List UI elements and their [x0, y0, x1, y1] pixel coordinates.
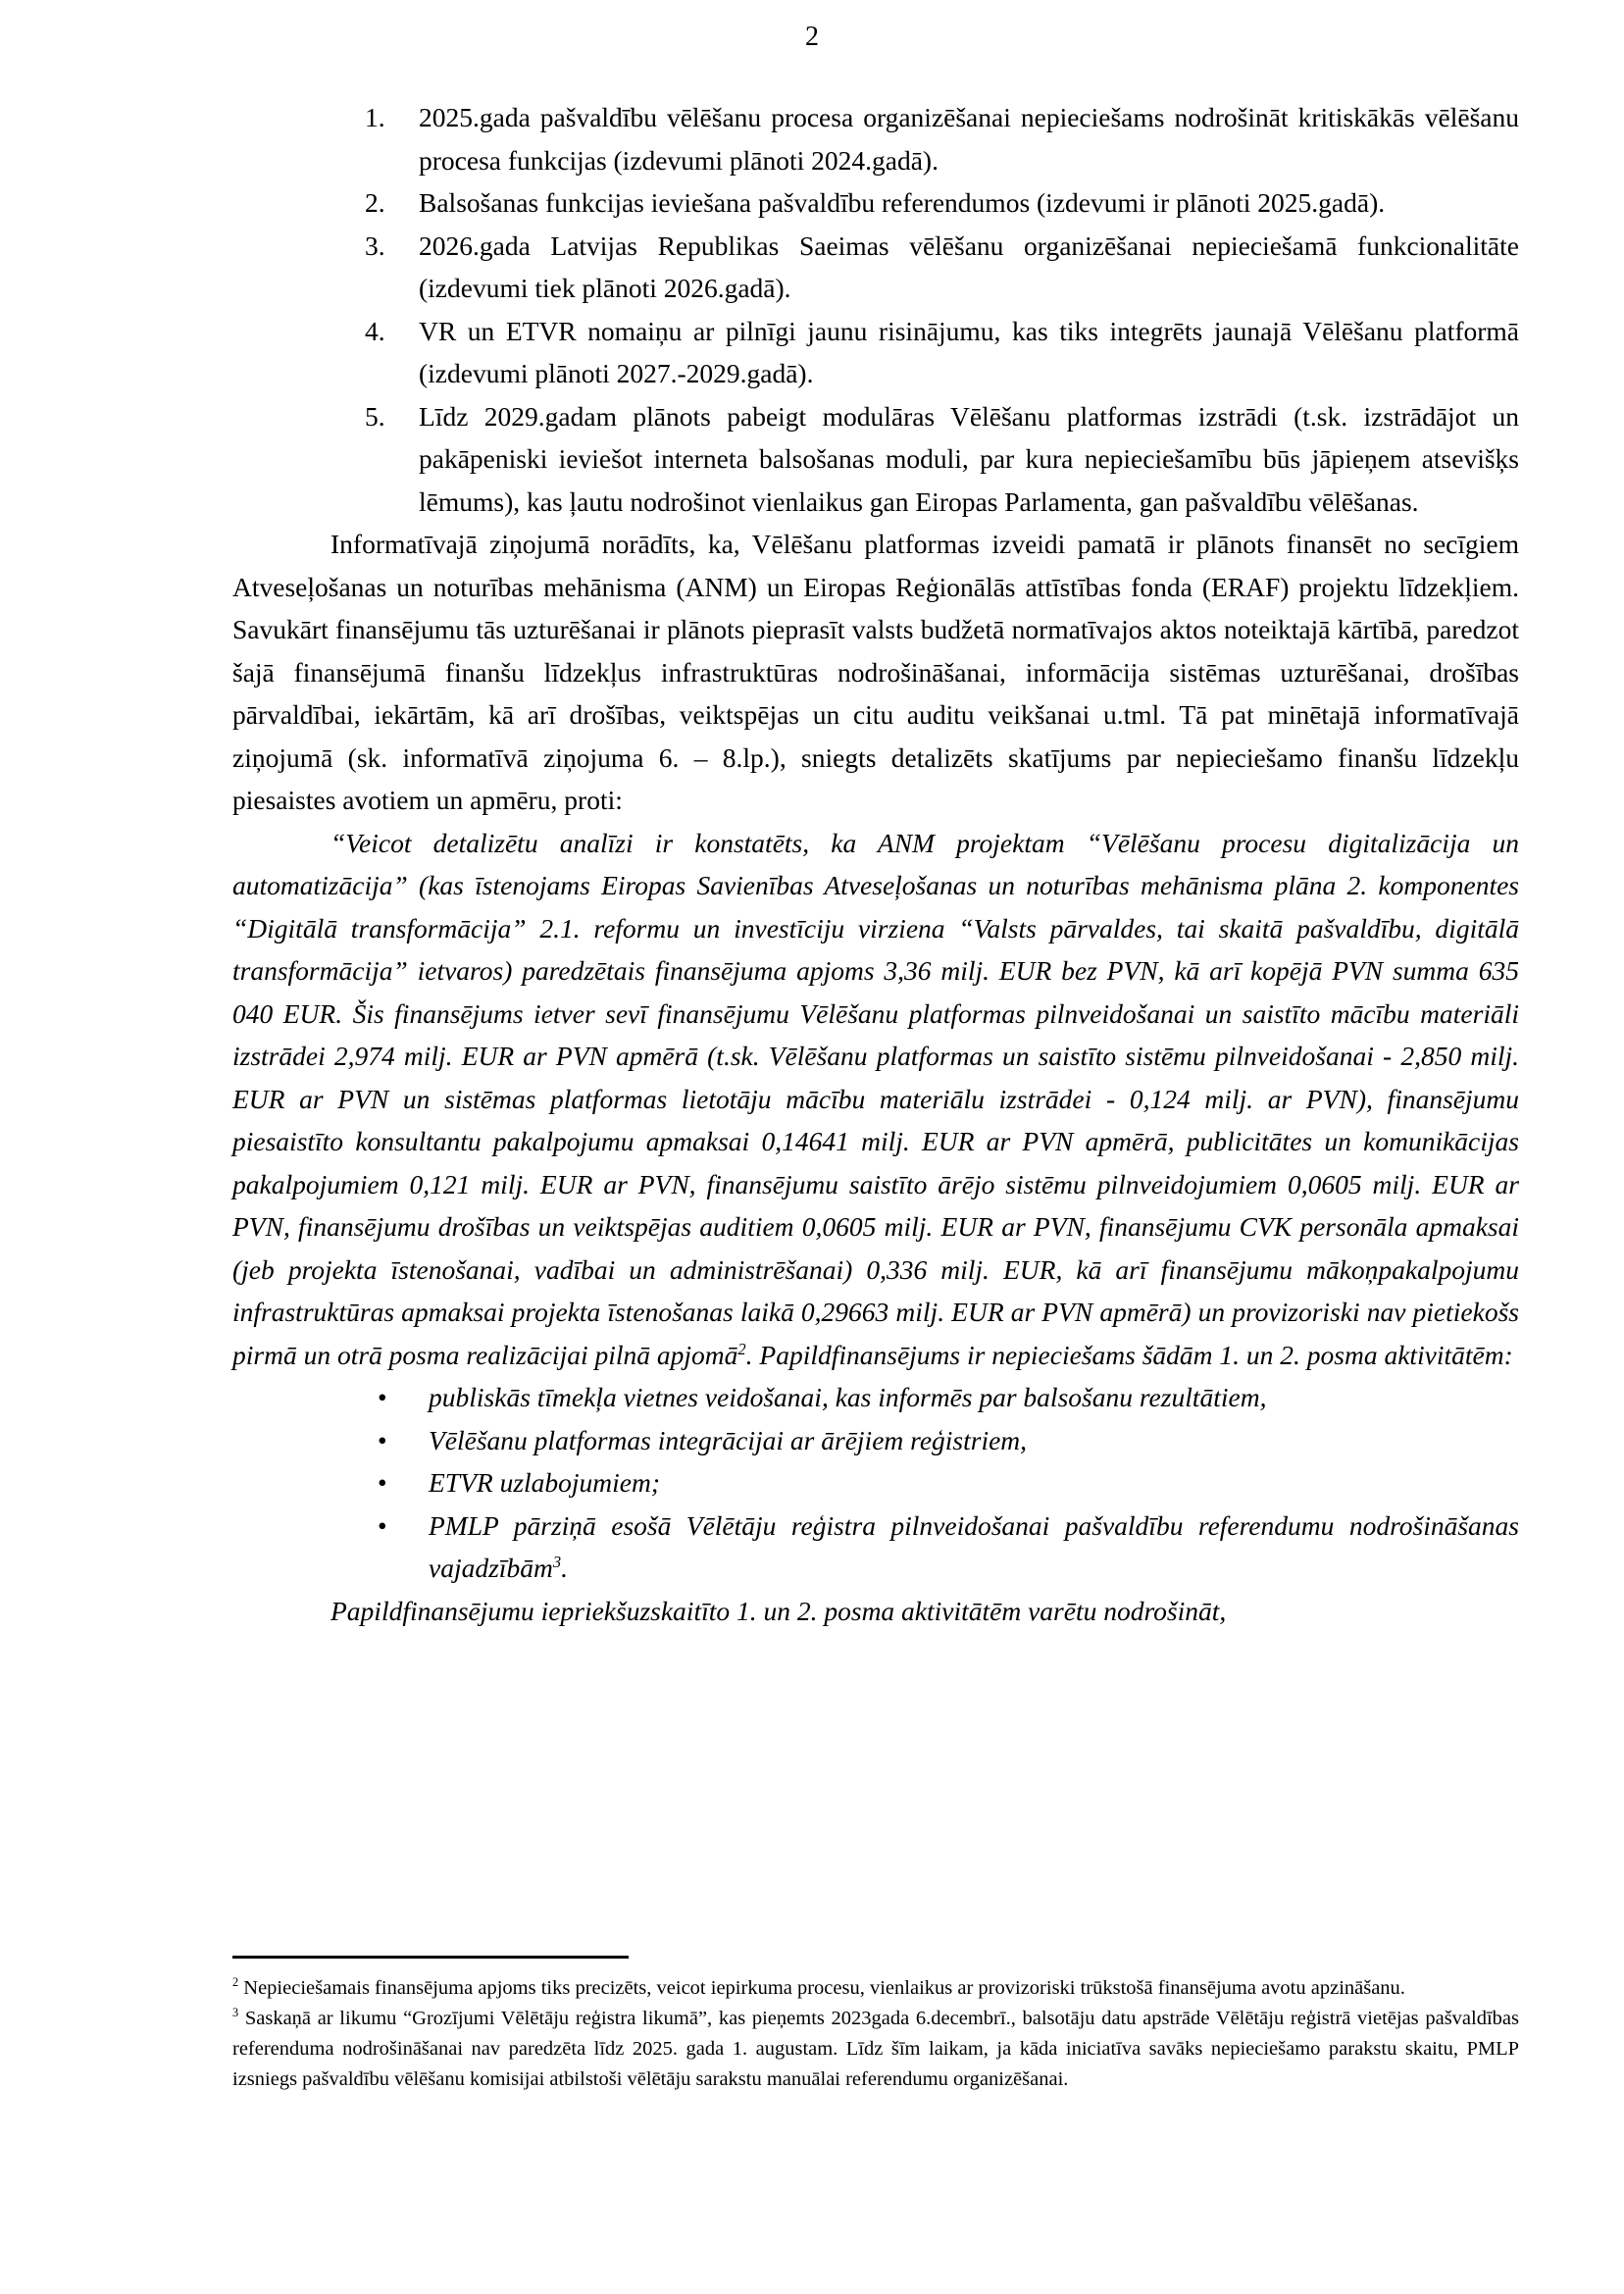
list-item — [232, 181, 1519, 225]
bullet-item — [232, 1504, 1519, 1590]
paragraph: Informatīvajā ziņojumā norādīts, ka, Vēlēšanu platformas izveidi pamatā ir plānots finansēt no secīgiem Atveseļošanas un noturības mehānisma (ANM) un Eiropas Reģionālās attīstības fonda (ERAF) projektu līdzekļiem. Savukārt finansējumu tās uzturēšanai ir plānots pieprasīt valsts budžetā normatīvajos aktos noteiktajā kārtībā, paredzot šajā finansējumā finanšu līdzekļus infrastruktūras nodrošināšanai, informācija sistēmas uzturēšanai, drošības pārvaldībai, iekārtām, kā arī drošības, veiktspējas un citu auditu veikšanai u.tml. Tā pat minētajā informatīvajā ziņojumā (sk. informatīvā ziņojuma 6. – 8.lp.), sniegts detalizēts skatījums par nepieciešamo finanšu līdzekļu piesaistes avotiem un apmēru, proti: — [232, 529, 1519, 815]
footnote — [232, 2004, 1519, 2095]
bullet-item — [232, 1419, 1519, 1462]
list-item — [232, 225, 1519, 310]
list-text: VR un ETVR nomaiņu ar pilnīgi jaunu risinājumu, kas tiks integrēts jaunajā Vēlēšanu platformā (izdevumi plānoti 2027.-2029.gadā). — [419, 315, 1519, 388]
quote-text: “Veicot detalizētu analīzi ir konstatēts, ka ANM projektam “Vēlēšanu procesu digitalizācija un automatizācija” (kas īstenojams Eiropas Savienības Atveseļošanas un noturības mehānisma plāna 2. komponentes “Digitālā transformācija” 2.1. reformu un investīciju virziena “Valsts pārvaldes, tai skaitā pašvaldību, digitālā transformācija” ietvaros) paredzētais finansējuma apjoms 3,36 milj. EUR bez PVN, kā arī kopējā PVN summa 635 040 EUR. Šis finansējums ietver sevī finansējumu Vēlēšanu platformas pilnveidošanai un saistīto mācību materiāli izstrādei 2,974 milj. EUR ar PVN apmērā (t.sk. Vēlēšanu platformas un saistīto sistēmu pilnveidošanai - 2,850 milj. EUR ar PVN un sistēmas platformas lietotāju mācību materiālu izstrādei - 0,124 milj. ar PVN), finansējumu piesaistīto konsultantu pakalpojumu apmaksai 0,14641 milj. EUR ar PVN apmērā, publicitātes un komunikācijas pakalpojumiem 0,121 milj. EUR ar PVN, finansējumu saistīto ārējo sistēmu pilnveidojumiem 0,0605 milj. EUR ar PVN, finansējumu drošības un veiktspējas auditiem 0,0605 milj. EUR ar PVN, finansējumu CVK personāla apmaksai (jeb projekta īstenošanai, vadībai un administrēšanai) 0,336 milj. EUR, kā arī finansējumu mākoņpakalpojumu infrastruktūras apmaksai projekta īstenošanas laikā 0,29663 milj. EUR ar PVN apmērā) un provizoriski nav pietiekošs pirmā un otrā posma realizācijai pilnā apjomā — [232, 827, 1519, 1370]
bullet-icon: • — [378, 1382, 387, 1412]
bullet-list — [232, 1376, 1519, 1590]
footnote-ref[interactable]: 3 — [552, 1552, 562, 1571]
list-item — [232, 395, 1519, 524]
footnotes — [232, 1973, 1519, 2095]
footnote — [232, 1973, 1519, 2004]
list-item — [232, 96, 1519, 181]
bullet-text: Vēlēšanu platformas integrācijai ar ārējiem reģistriem, — [429, 1424, 1028, 1455]
quote-tail: . Papildfinansējums ir nepieciešams šādām 1. un 2. posma aktivitātēm: — [745, 1339, 1513, 1370]
bullet-icon: • — [378, 1509, 387, 1541]
footnote-number: 2 — [232, 1975, 239, 1990]
closing-paragraph: Papildfinansējumu iepriekšuzskaitīto 1. un 2. posma aktivitātēm varētu nodrošināt, — [330, 1595, 1227, 1626]
footnote-ref[interactable]: 2 — [737, 1339, 746, 1358]
footnote-text: Nepieciešamais finansējuma apjoms tiks precizēts, veicot iepirkuma procesu, vienlaikus ar provizoriski trūkstošā finansējuma avotu apzināšanu. — [238, 1977, 1405, 1999]
list-number: 3. — [365, 229, 385, 261]
list-text: Līdz 2029.gadam plānots pabeigt modulāras Vēlēšanu platformas izstrādi (t.sk. izstrādājot un pakāpeniski ieviešot interneta balsošanas moduli, par kura nepieciešamību būs jāpieņem atsevišķs lēmums), kas ļautu nodrošinot vienlaikus gan Eiropas Parlamenta, gan pašvaldību vēlēšanas. — [419, 400, 1519, 517]
page-number: 2 — [805, 22, 819, 52]
footnote-text: Saskaņā ar likumu “Grozījumi Vēlētāju reģistra likumā”, kas pieņemts 2023gada 6.decembrī., balsotāju datu apstrāde Vēlētāju reģistrā vietējas pašvaldības referenduma nodrošināšanai nav paredzēta līdz 2025. gada 1. augustam. Līdz šīm laikam, ja kāda iniciatīva savāks nepieciešamo parakstu skaitu, PMLP izsniegs pašvaldību vēlēšanu komisijai atbilstoši vēlētāju sarakstu manuālai referendumu organizēšanai. — [232, 2008, 1519, 2090]
list-item — [232, 310, 1519, 395]
document-body — [232, 96, 1519, 1632]
bullet-text: publiskās tīmekļa vietnes veidošanai, kas informēs par balsošanu rezultātiem, — [429, 1382, 1267, 1412]
bullet-text: ETVR uzlabojumiem; — [429, 1467, 661, 1498]
list-number: 4. — [365, 315, 385, 346]
numbered-list — [232, 96, 1519, 523]
bullet-icon: • — [378, 1424, 387, 1455]
bullet-text: PMLP pārziņā esošā Vēlētāju reģistra pilnveidošanai pašvaldību referendumu nodrošināšanas vajadzībām — [429, 1509, 1519, 1583]
footnote-separator — [232, 1956, 629, 1959]
list-number: 5. — [365, 400, 385, 432]
list-text: Balsošanas funkcijas ieviešana pašvaldību referendumos (izdevumi ir plānoti 2025.gadā). — [419, 187, 1386, 218]
bullet-icon: • — [378, 1467, 387, 1498]
list-text: 2026.gada Latvijas Republikas Saeimas vēlēšanu organizēšanai nepieciešamā funkcionalitāte (izdevumi tiek plānoti 2026.gadā). — [419, 229, 1519, 303]
bullet-item — [232, 1376, 1519, 1419]
quote-paragraph — [232, 822, 1519, 1377]
bullet-end: . — [561, 1553, 568, 1583]
bullet-item — [232, 1461, 1519, 1504]
footnote-number: 3 — [232, 2006, 239, 2020]
list-number: 2. — [365, 187, 385, 218]
list-text: 2025.gada pašvaldību vēlēšanu procesa organizēšanai nepieciešams nodrošināt kritiskākās vēlēšanu procesa funkcijas (izdevumi plānoti 2024.gadā). — [419, 102, 1519, 176]
list-number: 1. — [365, 102, 385, 132]
